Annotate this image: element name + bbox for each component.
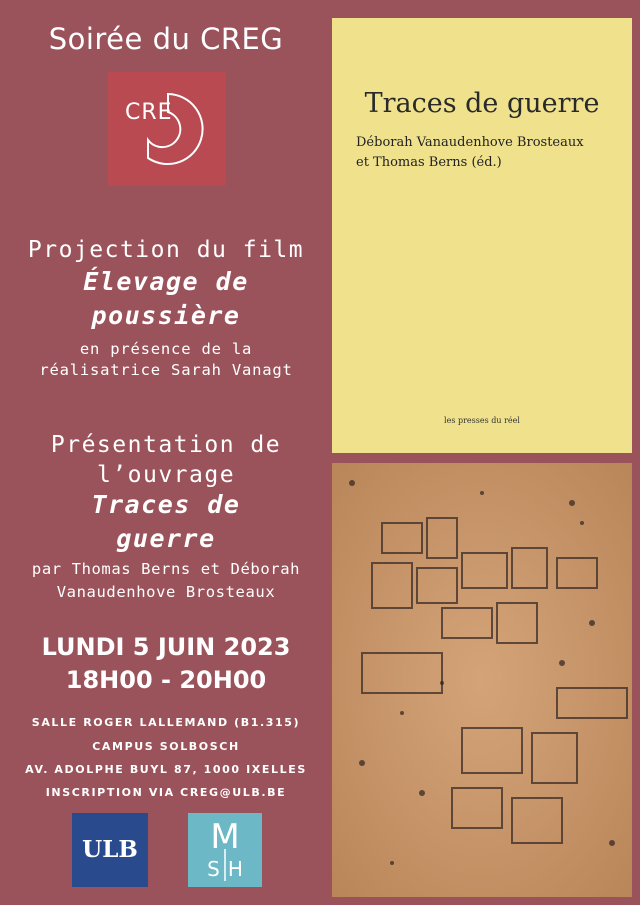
book-authors-line1: par Thomas Berns et Déborah [31, 560, 301, 578]
registration-info: INSCRIPTION VIA CREG@ULB.BE [45, 786, 287, 799]
event-date: LUNDI 5 JUIN 2023 [41, 633, 291, 661]
book-cover-title: Traces de guerre [364, 88, 600, 119]
msh-logo-sh: SH [207, 857, 251, 881]
event-time: 18H00 - 20H00 [65, 666, 267, 694]
ulb-logo: ULB [72, 813, 148, 887]
creg-logo-letters: CRE [125, 100, 173, 125]
aerial-photo-image [332, 463, 632, 897]
projection-heading: Projection du film [27, 237, 305, 263]
book-cover-authors-line2: et Thomas Berns (éd.) [356, 155, 502, 170]
book-title-line1: Traces de [91, 490, 241, 519]
aerial-photo [332, 463, 632, 897]
msh-logo-m: M [210, 817, 240, 857]
address-street: AV. ADOLPHE BUYL 87, 1000 IXELLES [25, 763, 307, 776]
event-title: Soirée du CREG [48, 22, 284, 56]
book-title-line2: guerre [116, 524, 216, 553]
film-title-line1: Élevage de [83, 267, 249, 296]
book-cover [332, 18, 632, 453]
presentation-heading-line2: l’ouvrage [96, 462, 236, 488]
book-authors-line2: Vanaudenhove Brosteaux [56, 583, 276, 601]
address-room: SALLE ROGER LALLEMAND (B1.315) [31, 716, 301, 729]
film-title-line2: poussière [91, 301, 241, 330]
address-campus: CAMPUS SOLBOSCH [92, 740, 240, 753]
creg-logo [108, 72, 226, 186]
film-presence-line1: en présence de la [79, 340, 253, 358]
book-cover-authors-line1: Déborah Vanaudenhove Brosteaux [356, 135, 584, 150]
msh-logo [188, 813, 262, 887]
creg-logo-icon [108, 72, 226, 186]
presentation-heading-line1: Présentation de [50, 432, 282, 458]
film-presence-line2: réalisatrice Sarah Vanagt [39, 361, 293, 379]
book-cover-publisher: les presses du réel [444, 416, 520, 425]
